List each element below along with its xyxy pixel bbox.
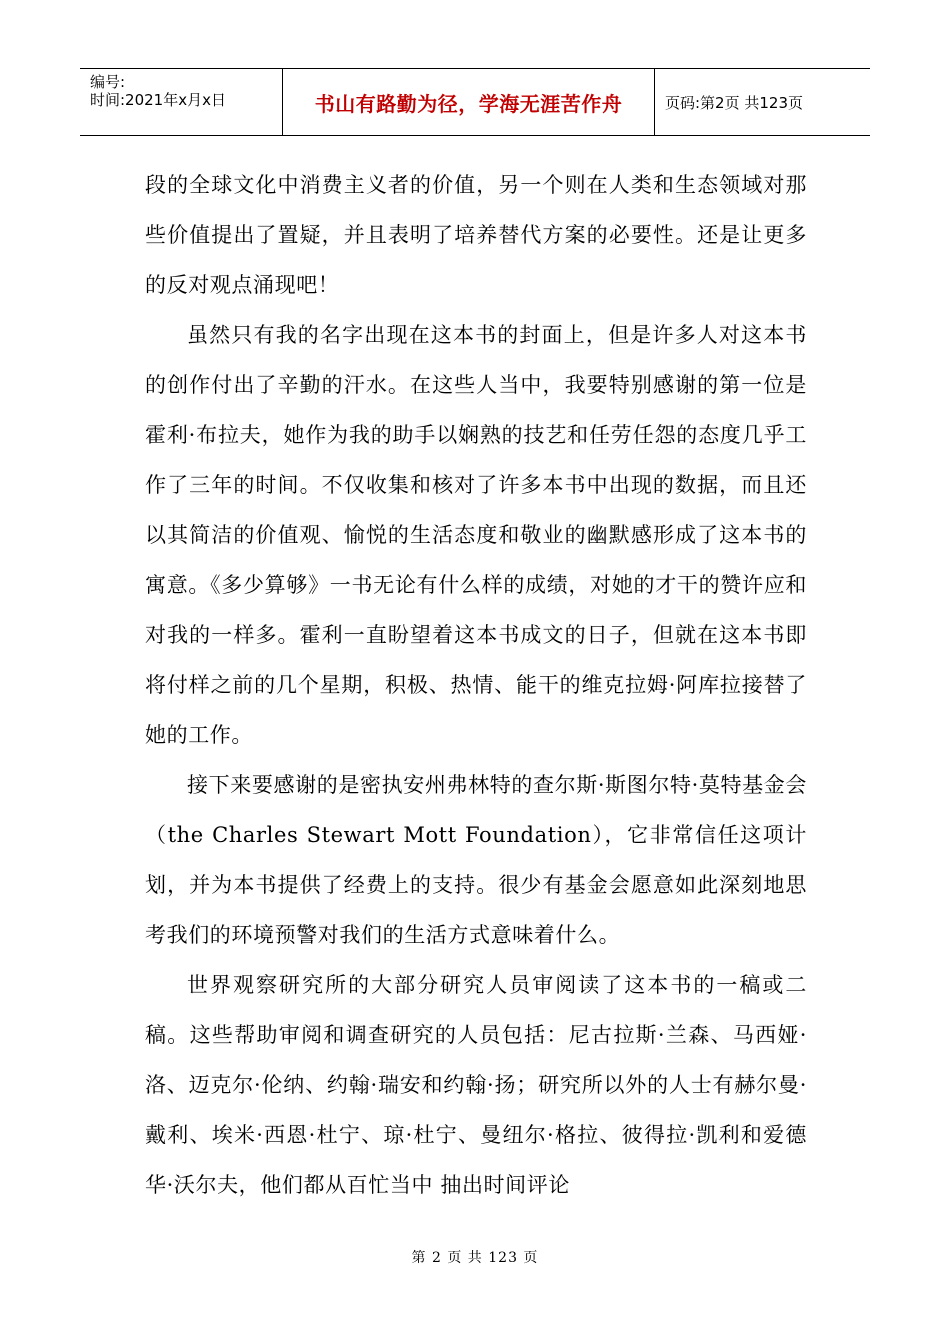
paragraph: 段的全球文化中消费主义者的价值，另一个则在人类和生态领域对那些价值提出了置疑，并且表明了培养替代方案的必要性。还是让更多的反对观点涌现吧！	[145, 173, 807, 297]
document-number-label: 编号:	[90, 73, 126, 91]
header-page-info: 页码:第2页 共123页	[665, 93, 803, 112]
header-motto: 书山有路勤为径，学海无涯苦作舟	[314, 91, 623, 116]
document-body	[145, 160, 807, 1210]
paragraph: 接下来要感谢的是密执安州弗林特的查尔斯·斯图尔特·莫特基金会（the Charles Stewart Mott Foundation），它非常信任这项计划，并为本书提供了经费上的支持。很少有基金会愿意如此深刻地思考我们的环境预警对我们的生活方式意味着什么。	[145, 773, 807, 947]
paragraph: 世界观察研究所的大部分研究人员审阅读了这本书的一稿或二稿。这些帮助审阅和调查研究的人员包括：尼古拉斯·兰森、马西娅·洛、迈克尔·伦纳、约翰·瑞安和约翰·扬；研究所以外的人士有赫尔曼·戴利、埃米·西恩·杜宁、琼·杜宁、曼纽尔·格拉、彼得拉·凯利和爱德华·沃尔夫，他们都从百忙当中 抽出时间评论	[145, 973, 807, 1197]
header-page-cell	[655, 69, 870, 135]
header-motto-cell	[283, 69, 655, 135]
document-date: 时间:2021年x月x日	[90, 91, 226, 109]
header-meta-cell	[80, 69, 283, 135]
page-footer: 第 2 页 共 123 页	[411, 1250, 539, 1266]
paragraph: 虽然只有我的名字出现在这本书的封面上，但是许多人对这本书的创作付出了辛勤的汗水。在这些人当中，我要特别感谢的第一位是霍利·布拉夫，她作为我的助手以娴熟的技艺和任劳任怨的态度几乎工作了三年的时间。不仅收集和核对了许多本书中出现的数据，而且还以其简洁的价值观、愉悦的生活态度和敬业的幽默感形成了这本书的寓意。《多少算够》一书无论有什么样的成绩，对她的才干的赞许应和对我的一样多。霍利一直盼望着这本书成文的日子，但就在这本书即将付样之前的几个星期，积极、热情、能干的维克拉姆·阿库拉接替了她的工作。	[145, 323, 807, 747]
document-header	[80, 68, 870, 136]
